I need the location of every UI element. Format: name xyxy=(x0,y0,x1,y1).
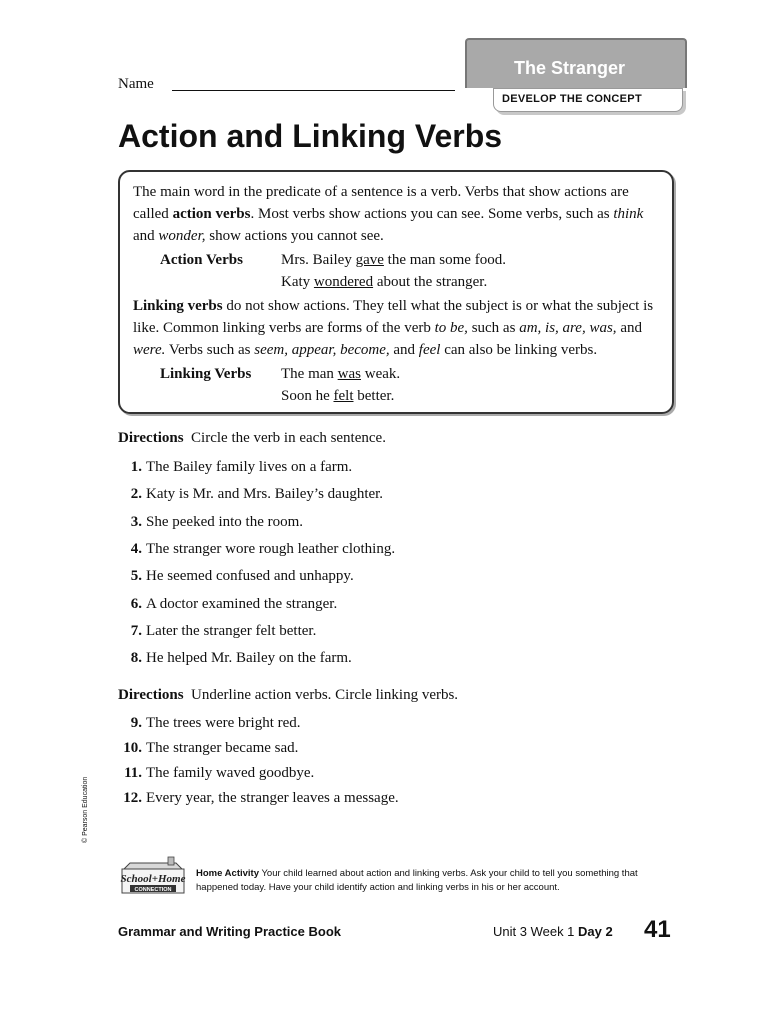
name-blank-line xyxy=(172,90,455,91)
list-item: 9. The trees were bright red. xyxy=(130,715,301,731)
action-verbs-label: Action Verbs xyxy=(160,252,243,268)
section-label: DEVELOP THE CONCEPT xyxy=(502,93,642,105)
page-title: Action and Linking Verbs xyxy=(118,118,503,154)
action-example-1: Mrs. Bailey gave the man some food. xyxy=(281,252,506,268)
linking-paragraph: Linking verbs do not show actions. They tell what the subject is or what the subject is like. Common linking verbs are forms of the verb to be, such as am, is, are, was, and were. Verbs such as seem, appear, become, and feel can also be linking verbs. xyxy=(133,298,654,358)
story-tab xyxy=(465,38,685,113)
name-label: Name xyxy=(118,76,154,92)
logo-text-2: CONNECTION xyxy=(134,887,172,893)
section-tab xyxy=(493,88,683,112)
list-item: 4. The stranger wore rough leather clothing. xyxy=(130,541,396,557)
list-item: 11. The family waved goodbye. xyxy=(124,765,315,781)
rule-box xyxy=(118,170,674,414)
list-item: 2. Katy is Mr. and Mrs. Bailey’s daughter. xyxy=(130,486,384,502)
list-item: 8. He helped Mr. Bailey on the farm. xyxy=(130,650,352,666)
story-title: The Stranger xyxy=(513,58,625,78)
linking-example-2: Soon he felt better. xyxy=(281,388,395,404)
list-item: 6. A doctor examined the stranger. xyxy=(130,596,338,612)
story-tab-banner xyxy=(465,38,687,88)
list-item: 5. He seemed confused and unhappy. xyxy=(130,568,354,584)
home-activity: Home Activity Your child learned about action and linking verbs. Ask your child to tell you something that happened today. Have your child identify action and linking verbs in his or her account. xyxy=(196,868,638,893)
linking-verbs-label: Linking Verbs xyxy=(160,366,252,382)
list-item: 7. Later the stranger felt better. xyxy=(130,623,317,639)
linking-example-1: The man was weak. xyxy=(281,366,401,382)
list-item: 3. She peeked into the room. xyxy=(130,514,304,530)
directions-circle: Directions Circle the verb in each sentence. xyxy=(118,430,386,446)
copyright-notice: © Pearson Education xyxy=(82,776,89,843)
list-item: 10. The stranger became sad. xyxy=(123,740,299,756)
list-item: 12. Every year, the stranger leaves a message. xyxy=(123,790,399,806)
school-home-connection-logo xyxy=(116,855,191,900)
unit-week-day: Unit 3 Week 1 Day 2 xyxy=(493,924,613,939)
list-item: 1. The Bailey family lives on a farm. xyxy=(130,459,353,475)
directions-underline: Directions Underline action verbs. Circle linking verbs. xyxy=(118,687,459,703)
intro-paragraph: The main word in the predicate of a sentence is a verb. Verbs that show actions are called action verbs. Most verbs show actions you can see. Some verbs, such as think and wonder, show actions you cannot see. xyxy=(133,184,644,244)
page-number: 41 xyxy=(644,916,671,943)
logo-text-1: School+Home xyxy=(120,873,186,885)
book-title: Grammar and Writing Practice Book xyxy=(118,924,341,939)
action-example-2: Katy wondered about the stranger. xyxy=(281,274,488,290)
